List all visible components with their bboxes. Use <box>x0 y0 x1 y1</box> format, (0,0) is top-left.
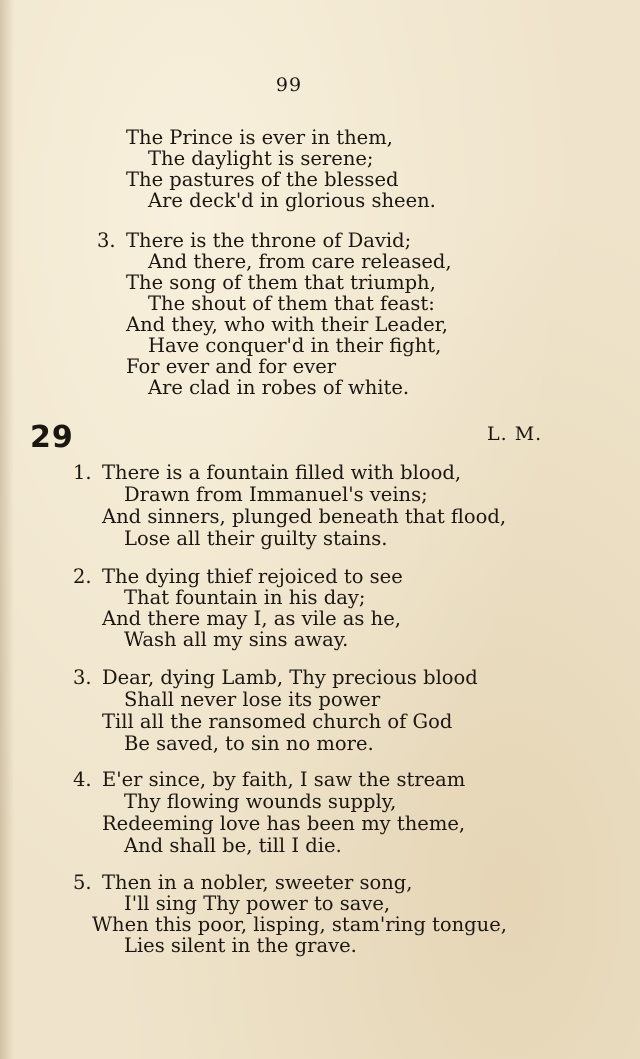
stanza-number: 1. <box>73 461 92 484</box>
page-number: 99 <box>275 74 303 96</box>
verse-line: And they, who with their Leader, <box>126 313 448 336</box>
verse-line: Drawn from Immanuel's veins; <box>124 483 428 506</box>
verse-line: Be saved, to sin no more. <box>124 732 374 755</box>
verse-line: There is the throne of David; <box>126 229 412 252</box>
stanza-number: 3. <box>97 229 116 252</box>
stanza-number: 4. <box>73 768 92 791</box>
verse-line: For ever and for ever <box>126 355 337 378</box>
verse-line: Till all the ransomed church of God <box>102 710 453 733</box>
verse-line: E'er since, by faith, I saw the stream <box>102 768 466 791</box>
verse-line: The shout of them that feast: <box>148 292 435 315</box>
stanza-number: 5. <box>73 871 92 894</box>
verse-line: Lose all their guilty stains. <box>124 527 388 550</box>
hymn-number: 29 <box>30 420 74 455</box>
verse-line: And sinners, plunged beneath that flood, <box>102 505 507 528</box>
verse-line: And shall be, till I die. <box>124 834 342 857</box>
verse-line: And there, from care released, <box>148 250 452 273</box>
verse-line: The daylight is serene; <box>148 147 374 170</box>
verse-line: Shall never lose its power <box>124 688 381 711</box>
verse-line: I'll sing Thy power to save, <box>124 892 391 915</box>
verse-line: When this poor, lisping, stam'ring tongue, <box>92 913 507 936</box>
verse-line: Are clad in robes of white. <box>148 376 410 399</box>
verse-line: There is a fountain filled with blood, <box>102 461 462 484</box>
verse-line: Redeeming love has been my theme, <box>102 812 466 835</box>
verse-line: Then in a nobler, sweeter song, <box>102 871 413 894</box>
verse-line: Are deck'd in glorious sheen. <box>148 189 436 212</box>
verse-line: The song of them that triumph, <box>126 271 436 294</box>
verse-line: Have conquer'd in their fight, <box>148 334 442 357</box>
verse-line: The pastures of the blessed <box>126 168 399 191</box>
verse-line: That fountain in his day; <box>124 586 366 609</box>
verse-line: Wash all my sins away. <box>124 628 349 651</box>
stanza-number: 3. <box>73 666 92 689</box>
page-edge-shadow <box>0 0 14 1059</box>
verse-line: The dying thief rejoiced to see <box>102 565 403 588</box>
verse-line: Lies silent in the grave. <box>124 934 357 957</box>
verse-line: And there may I, as vile as he, <box>102 607 401 630</box>
verse-line: The Prince is ever in them, <box>126 126 393 149</box>
hymn-meter: L. M. <box>487 423 543 445</box>
verse-line: Dear, dying Lamb, Thy precious blood <box>102 666 478 689</box>
stanza-number: 2. <box>73 565 92 588</box>
verse-line: Thy flowing wounds supply, <box>124 790 397 813</box>
